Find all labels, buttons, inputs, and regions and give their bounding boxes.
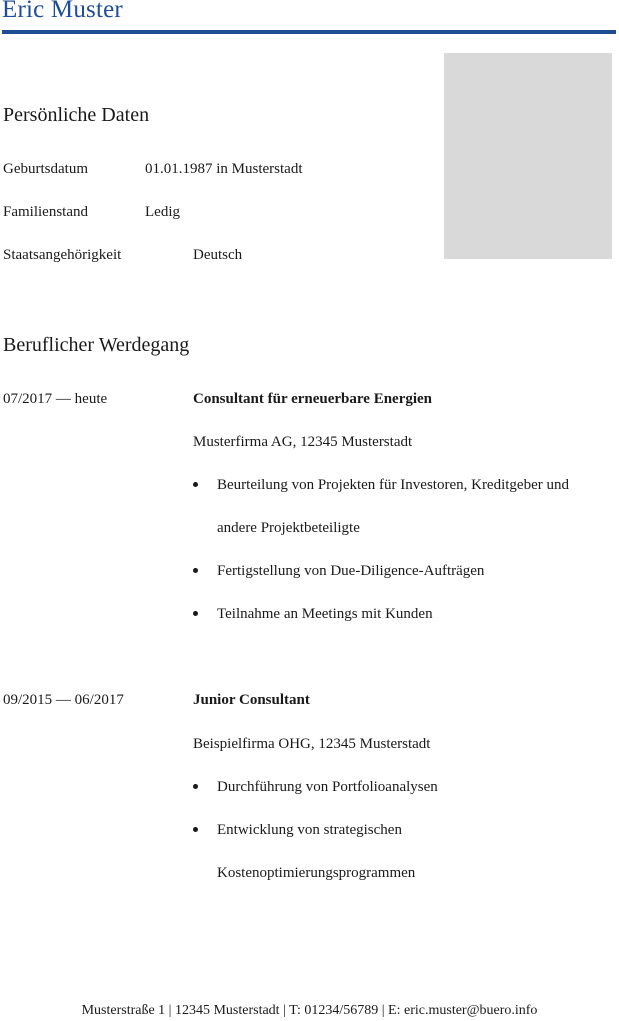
job-task-continued: Kostenoptimierungsprogrammen [217, 865, 416, 881]
job-task: Fertigstellung von Due-Diligence-Aufträgen [217, 563, 485, 579]
job-task: Entwicklung von strategischen [217, 822, 402, 838]
value-marital-status: Ledig [145, 204, 180, 220]
bullet-icon [193, 611, 201, 619]
job-task: Teilnahme an Meetings mit Kunden [217, 606, 433, 622]
job-period: 07/2017 — heute [3, 391, 108, 407]
label-birthdate: Geburtsdatum [3, 161, 88, 177]
header-rule [2, 30, 616, 34]
value-nationality: Deutsch [193, 247, 243, 263]
job-position: Junior Consultant [193, 692, 310, 708]
bullet-icon [193, 784, 201, 792]
footer-contact: Musterstraße 1 | 12345 Musterstadt | T: 01234/56789 | E: eric.muster@buero.info [81, 1003, 538, 1018]
job-company: Beispielfirma OHG, 12345 Musterstadt [193, 736, 431, 752]
section-title-career: Beruflicher Werdegang [3, 334, 190, 356]
job-task-continued: andere Projektbeteiligte [217, 520, 360, 536]
section-title-personal: Persönliche Daten [3, 104, 150, 126]
label-marital-status: Familienstand [3, 204, 88, 220]
value-birthdate: 01.01.1987 in Musterstadt [145, 161, 303, 177]
bullet-icon [193, 482, 201, 490]
label-nationality: Staatsangehörigkeit [3, 247, 122, 263]
bullet-icon [193, 568, 201, 576]
job-position: Consultant für erneuerbare Energien [193, 391, 433, 407]
job-task: Durchführung von Portfolioanalysen [217, 779, 438, 795]
job-task: Beurteilung von Projekten für Investoren, Kreditgeber und [217, 477, 569, 493]
bullet-icon [193, 827, 201, 835]
applicant-name: Eric Muster [2, 0, 123, 23]
photo-placeholder [444, 53, 612, 259]
job-period: 09/2015 — 06/2017 [3, 692, 124, 708]
job-company: Musterfirma AG, 12345 Musterstadt [193, 434, 413, 450]
